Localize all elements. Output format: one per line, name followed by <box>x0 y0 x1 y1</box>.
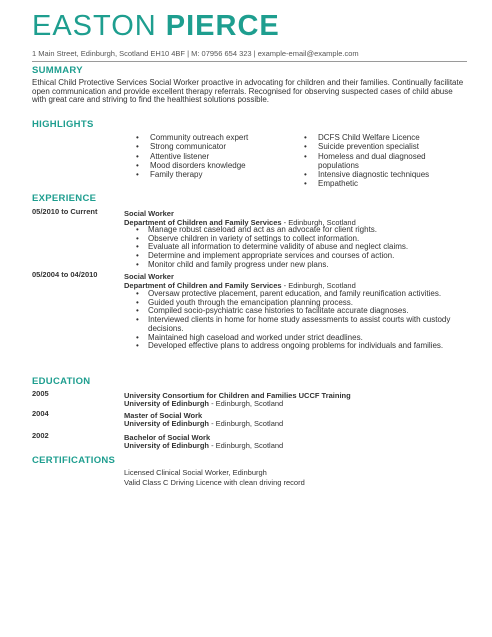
job-bullet: • Observe children in variety of settings to collect information. <box>136 235 466 244</box>
education-school: University of Edinburgh <box>124 419 210 428</box>
certification-item: Valid Class C Driving Licence with clean driving record <box>124 477 305 487</box>
highlight-item: • Mood disorders knowledge <box>136 161 286 170</box>
highlight-item: • Suicide prevention specialist <box>304 142 466 151</box>
job-bullet: • Interviewed clients in home for home study assessments to assist courts with custody decisions. <box>136 316 466 333</box>
job-bullets <box>136 226 466 270</box>
education-year: 2004 <box>32 409 49 418</box>
job-bullet: • Oversaw protective placement, parent education, and family reunification activities. <box>136 290 466 299</box>
first-name: EASTON <box>32 10 157 42</box>
education-degree: University Consortium for Children and Families UCCF Training <box>124 391 351 400</box>
highlight-item: • Intensive diagnostic techniques <box>304 170 466 179</box>
summary-text: Ethical Child Protective Services Social Worker proactive in advocating for children and their families. Continually facilitate open communication and provide excellent therapy referrals. Recognised for observing suspected cases of child abuse with great care and striving to find the healthiest solutions possible. <box>32 78 464 105</box>
highlight-item: • Attentive listener <box>136 152 286 161</box>
education-year: 2005 <box>32 389 49 398</box>
summary-heading: SUMMARY <box>32 65 83 76</box>
education-location: - Edinburgh, Scotland <box>209 419 284 428</box>
education-school-line <box>124 419 283 428</box>
last-name: PIERCE <box>165 10 280 42</box>
job-title: Social Worker <box>124 272 174 281</box>
job-bullet: • Manage robust caseload and act as an advocate for client rights. <box>136 226 466 235</box>
highlights-left-list <box>136 133 286 179</box>
highlight-item: • DCFS Child Welfare Licence <box>304 133 466 142</box>
highlights-heading: HIGHLIGHTS <box>32 119 94 130</box>
job-employer: Department of Children and Family Services <box>124 281 282 290</box>
education-degree: Master of Social Work <box>124 411 203 420</box>
education-school-line <box>124 399 283 408</box>
header-divider <box>32 61 467 62</box>
experience-heading: EXPERIENCE <box>32 193 97 204</box>
job-bullet: • Maintained high caseload and worked under strict deadlines. <box>136 334 466 343</box>
job-dates: 05/2010 to Current <box>32 207 98 216</box>
education-school-line <box>124 441 283 450</box>
certifications-heading: CERTIFICATIONS <box>32 455 116 466</box>
contact-line: 1 Main Street, Edinburgh, Scotland EH10 4BF | M: 07956 654 323 | example-email@example.com <box>32 49 359 58</box>
certification-item: Licensed Clinical Social Worker, Edinburgh <box>124 468 267 477</box>
highlight-item: • Community outreach expert <box>136 133 286 142</box>
education-location: - Edinburgh, Scotland <box>209 441 284 450</box>
job-employer: Department of Children and Family Services <box>124 218 282 227</box>
education-degree: Bachelor of Social Work <box>124 433 211 442</box>
job-bullet: • Developed effective plans to address ongoing problems for individuals and families. <box>136 342 466 351</box>
highlight-item: • Homeless and dual diagnosed populations <box>304 152 466 171</box>
highlights-right-list <box>304 133 466 189</box>
job-title: Social Worker <box>124 209 174 218</box>
job-dates: 05/2004 to 04/2010 <box>32 270 98 279</box>
education-year: 2002 <box>32 431 49 440</box>
highlight-item: • Empathetic <box>304 179 466 188</box>
certifications-list <box>124 468 305 487</box>
job-bullet: • Compiled socio-psychiatric case histories to facilitate accurate diagnoses. <box>136 307 466 316</box>
education-heading: EDUCATION <box>32 376 91 387</box>
job-location: - Edinburgh, Scotland <box>281 218 356 227</box>
education-school: University of Edinburgh <box>124 399 210 408</box>
job-bullets <box>136 290 466 351</box>
job-bullet: • Evaluate all information to determine validity of abuse and neglect claims. <box>136 243 466 252</box>
highlight-item: • Family therapy <box>136 170 286 179</box>
education-school: University of Edinburgh <box>124 441 210 450</box>
job-bullet: • Monitor child and family progress under new plans. <box>136 261 466 270</box>
education-location: - Edinburgh, Scotland <box>209 399 284 408</box>
highlight-item: • Strong communicator <box>136 142 286 151</box>
candidate-name <box>32 10 280 43</box>
job-bullet: • Determine and implement appropriate services and courses of action. <box>136 252 466 261</box>
job-location: - Edinburgh, Scotland <box>281 281 356 290</box>
job-bullet: • Guided youth through the emancipation planning process. <box>136 299 466 308</box>
